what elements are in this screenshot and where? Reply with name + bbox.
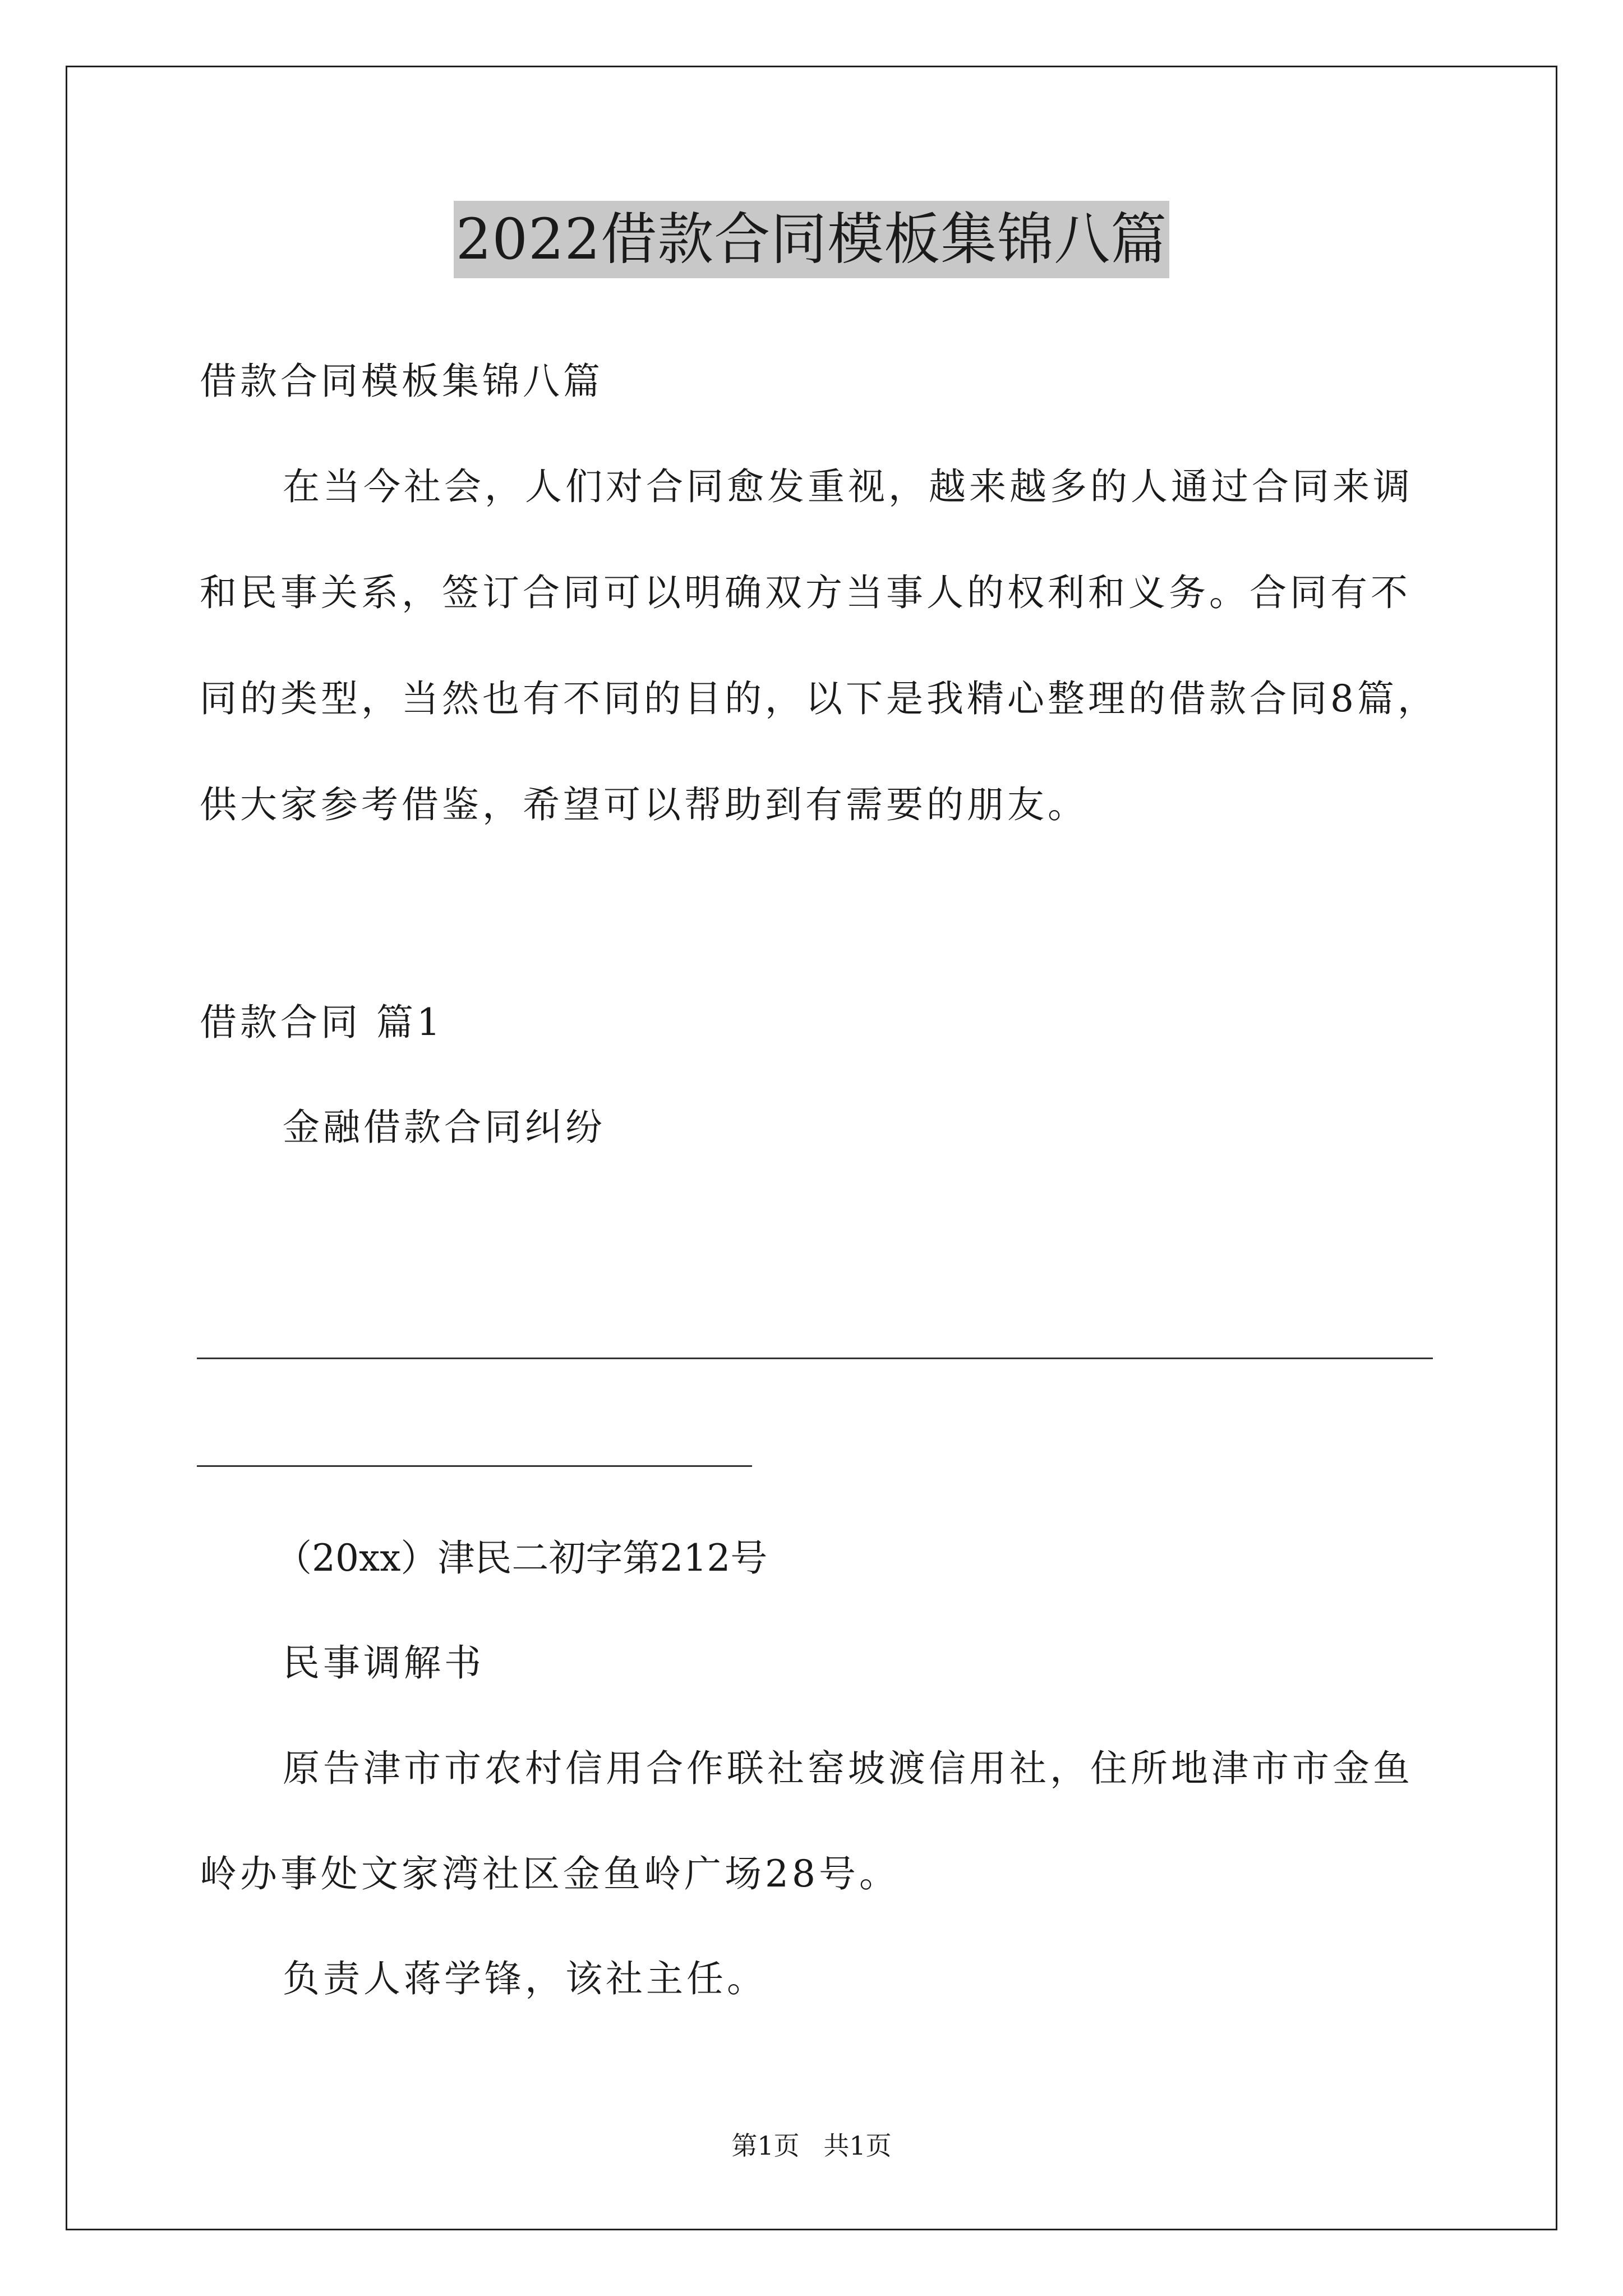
intro-line-3: 同的类型，当然也有不同的目的，以下是我精心整理的借款合同8篇， <box>200 677 1438 720</box>
section-heading: 借款合同 篇1 <box>200 1001 444 1044</box>
intro-line-1: 在当今社会，人们对合同愈发重视，越来越多的人通过合同来调 <box>283 465 1413 508</box>
document-title: 2022借款合同模板集锦八篇 <box>454 201 1170 278</box>
case-number: （20xx）津民二初字第212号 <box>275 1536 768 1580</box>
case-title: 金融借款合同纠纷 <box>283 1106 606 1149</box>
intro-line-4: 供大家参考借鉴，希望可以帮助到有需要的朋友。 <box>200 783 1088 826</box>
plaintiff-line-2: 岭办事处文家湾社区金鱼岭广场28号。 <box>200 1852 900 1895</box>
intro-line-2: 和民事关系，签订合同可以明确双方当事人的权利和义务。合同有不 <box>200 571 1411 614</box>
document-type: 民事调解书 <box>283 1641 485 1685</box>
title-container <box>0 201 1623 278</box>
page-number-total: 共1页 <box>823 2131 892 2161</box>
page-footer <box>0 2129 1623 2162</box>
divider-line-2 <box>197 1465 752 1467</box>
responsible-person: 负责人蒋学锋，该社主任。 <box>283 1957 767 2000</box>
plaintiff-line-1: 原告津市市农村信用合作联社窑坡渡信用社，住所地津市市金鱼 <box>283 1747 1413 1790</box>
divider-line-1 <box>197 1358 1433 1359</box>
document-subtitle: 借款合同模板集锦八篇 <box>200 360 603 403</box>
page-number-current: 第1页 <box>731 2131 800 2161</box>
